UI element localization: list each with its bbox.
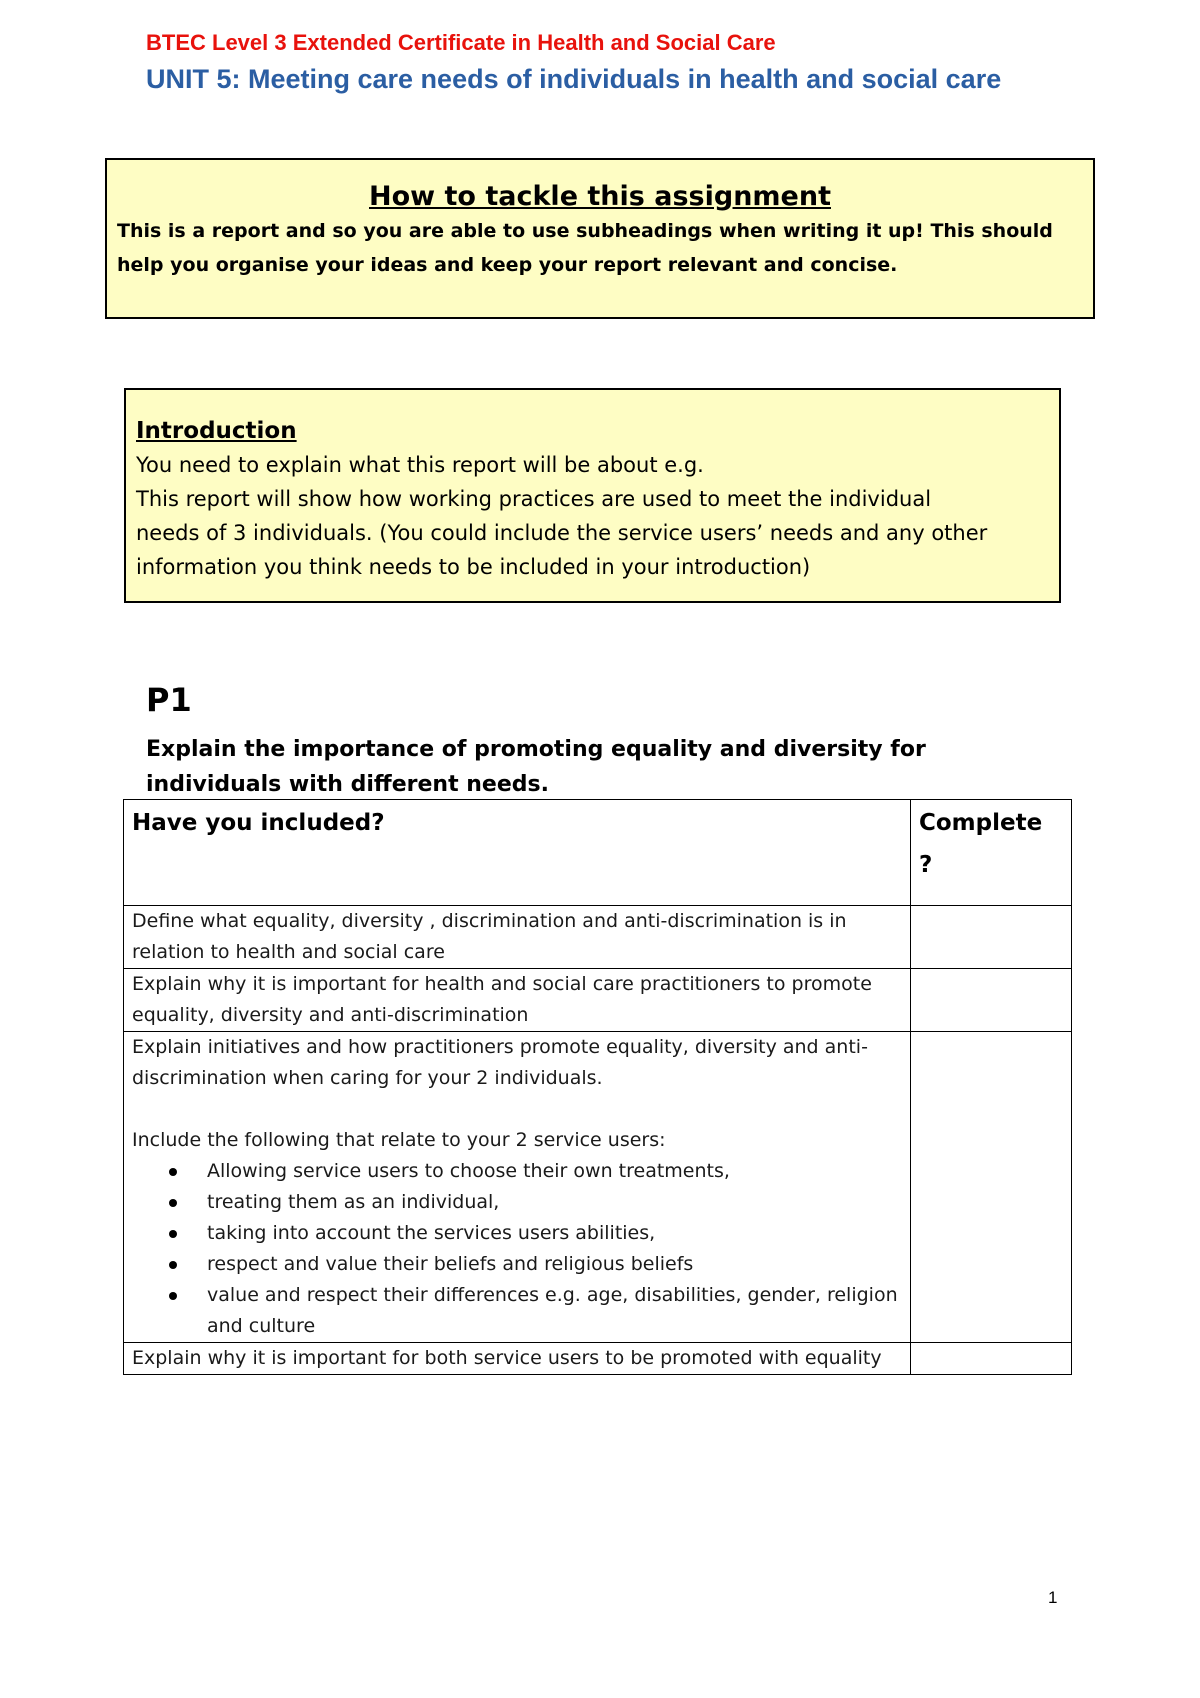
bullet-icon: [169, 1230, 177, 1238]
criteria-cell: Explain why it is important for health and social care practitioners to promote equality, diversity and anti-discrimination: [124, 969, 911, 1032]
bullet-list: [132, 1156, 902, 1342]
table-header-row: [124, 800, 1072, 906]
spacer: [132, 1094, 902, 1125]
table-row: [124, 1343, 1072, 1375]
list-item: [207, 1218, 902, 1249]
table-row: [124, 969, 1072, 1032]
list-item-text: treating them as an individual,: [207, 1191, 500, 1213]
p1-checklist-table: [123, 799, 1072, 1375]
introduction-box: [124, 388, 1061, 603]
page-number: 1: [1048, 1588, 1058, 1607]
tackle-box-title: How to tackle this assignment: [369, 181, 831, 212]
p1-heading: P1: [146, 681, 192, 719]
unit-title: UNIT 5: Meeting care needs of individuals in health and social care: [146, 64, 1002, 94]
list-item: [207, 1280, 902, 1342]
criteria-cell: Define what equality, diversity , discrimination and anti-discrimination is in relation to health and social care: [124, 906, 911, 969]
introduction-title: Introduction: [136, 418, 297, 444]
column-header-complete: Complete ?: [911, 800, 1072, 906]
introduction-line: You need to explain what this report will be about e.g.: [136, 453, 704, 477]
criteria-text: Explain initiatives and how practitioners promote equality, diversity and anti-discrimination when caring for your 2 individuals.: [132, 1036, 868, 1089]
introduction-line: This report will show how working practices are used to meet the individual: [136, 487, 932, 511]
list-item-text: respect and value their beliefs and religious beliefs: [207, 1253, 694, 1275]
tackle-box-body: This is a report and so you are able to use subheadings when writing it up! This should help you organise your ideas and keep your report relevant and concise.: [117, 220, 1053, 276]
complete-checkbox-cell[interactable]: [911, 906, 1072, 969]
list-item: [207, 1156, 902, 1187]
complete-checkbox-cell[interactable]: [911, 1343, 1072, 1375]
bullet-icon: [169, 1292, 177, 1300]
list-item: [207, 1249, 902, 1280]
list-item: [207, 1187, 902, 1218]
list-item-text: value and respect their differences e.g. age, disabilities, gender, religion and culture: [207, 1284, 898, 1337]
bullet-icon: [169, 1199, 177, 1207]
list-item-text: Allowing service users to choose their own treatments,: [207, 1160, 730, 1182]
introduction-line: needs of 3 individuals. (You could include the service users’ needs and any other: [136, 521, 988, 545]
bullet-icon: [169, 1261, 177, 1269]
table-row: [124, 906, 1072, 969]
course-title: BTEC Level 3 Extended Certificate in Health and Social Care: [146, 30, 776, 55]
table-row: [124, 1032, 1072, 1343]
column-header-included: Have you included?: [124, 800, 911, 906]
criteria-cell: [124, 1032, 911, 1343]
p1-description: Explain the importance of promoting equality and diversity for individuals with different needs.: [146, 737, 926, 797]
tackle-assignment-box: [105, 158, 1095, 319]
complete-checkbox-cell[interactable]: [911, 969, 1072, 1032]
introduction-line: information you think needs to be included in your introduction): [136, 555, 811, 579]
criteria-cell: Explain why it is important for both service users to be promoted with equality: [124, 1343, 911, 1375]
complete-checkbox-cell[interactable]: [911, 1032, 1072, 1343]
bullet-icon: [169, 1168, 177, 1176]
list-item-text: taking into account the services users abilities,: [207, 1222, 656, 1244]
criteria-subtext: Include the following that relate to your 2 service users:: [132, 1129, 666, 1151]
